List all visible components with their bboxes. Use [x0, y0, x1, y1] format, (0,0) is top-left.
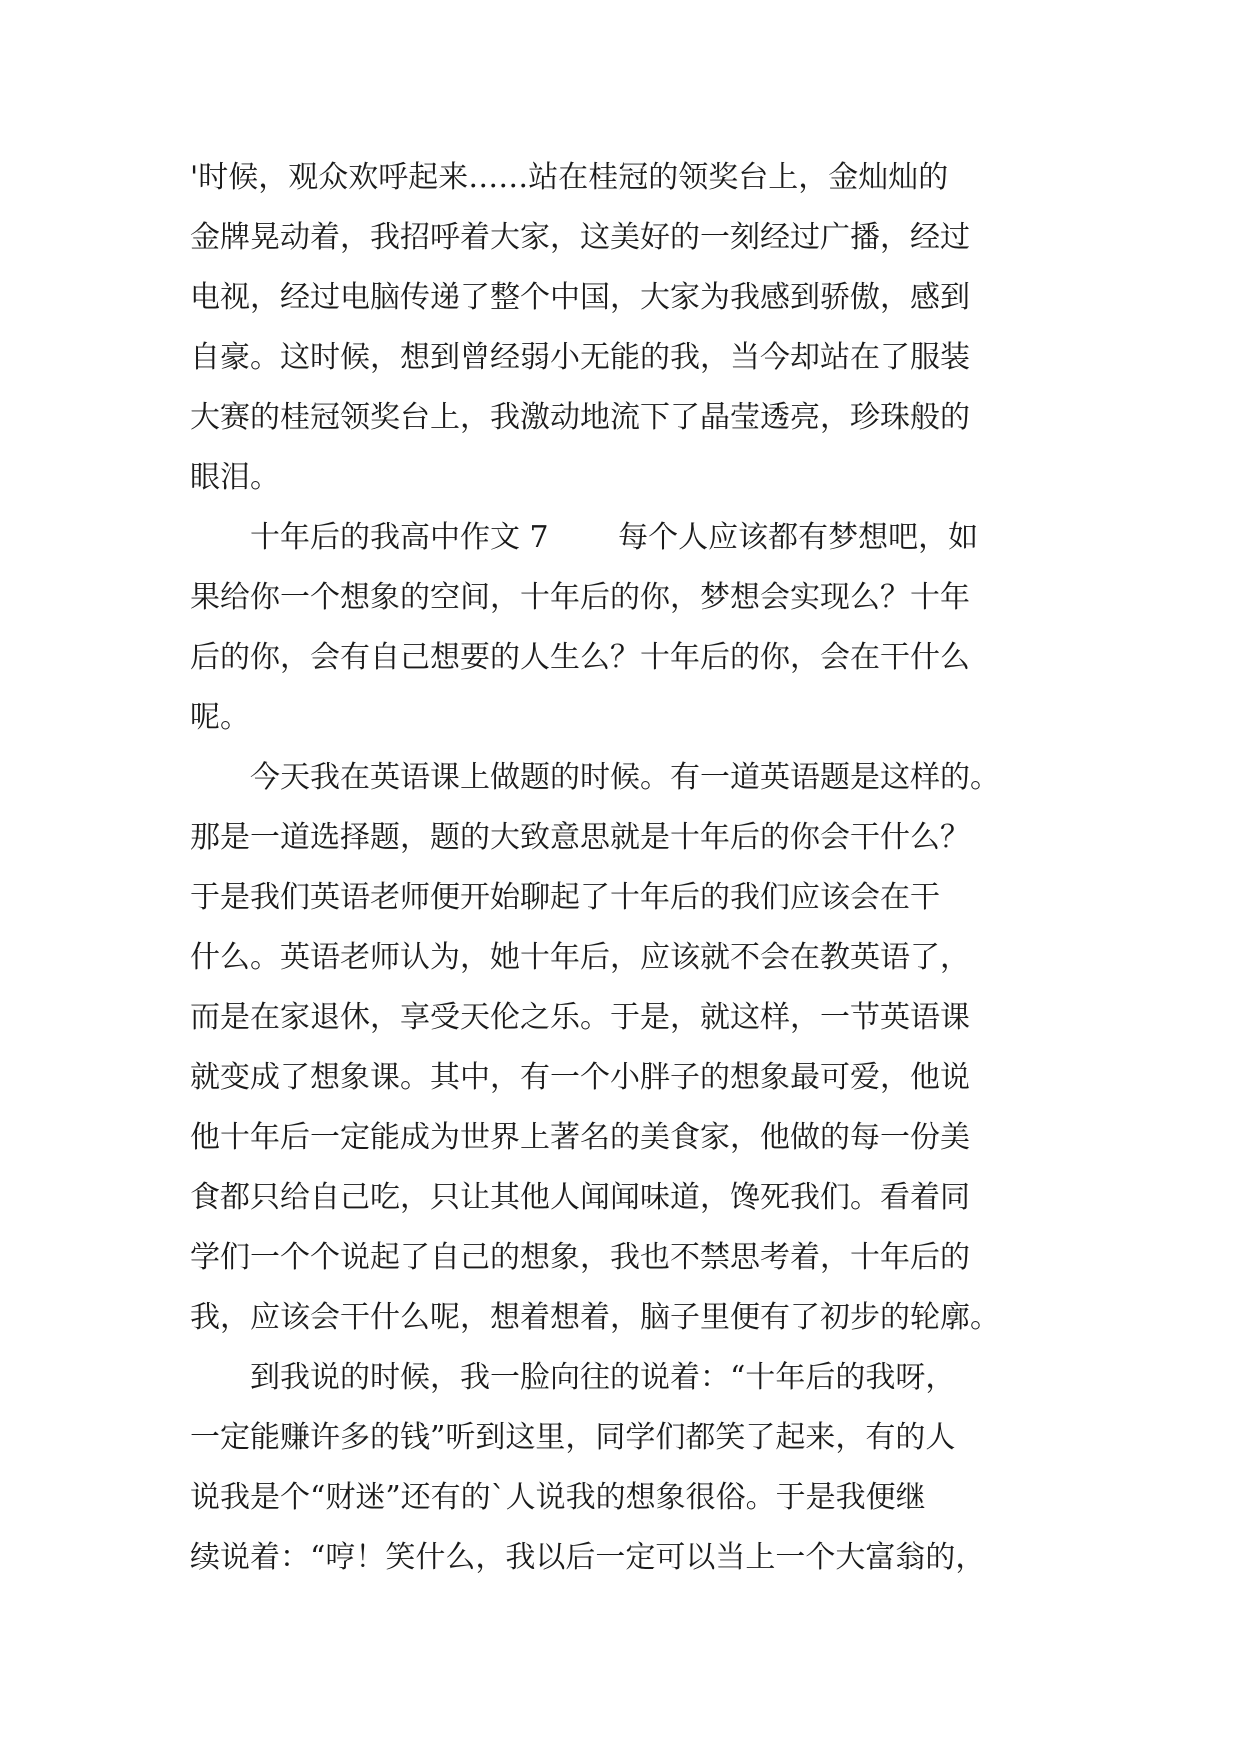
paragraph-1 [190, 158, 1070, 498]
text-line: 后的你，会有自己想要的人生么？十年后的你，会在干什么 [190, 640, 970, 675]
paragraph-3 [190, 758, 1070, 1338]
text-line: 那是一道选择题，题的大致意思就是十年后的你会干什么？ [190, 820, 970, 855]
text-line: 电视，经过电脑传递了整个中国，大家为我感到骄傲，感到 [190, 280, 970, 315]
text-line: 呢。 [190, 700, 250, 735]
text-line: 说我是个“财迷”还有的`人说我的想象很俗。于是我便继 [190, 1480, 926, 1515]
text-line: 金牌晃动着，我招呼着大家，这美好的一刻经过广播，经过 [190, 220, 970, 255]
text-line: 而是在家退休，享受天伦之乐。于是，就这样，一节英语课 [190, 1000, 970, 1035]
text-line: 就变成了想象课。其中，有一个小胖子的想象最可爱，他说 [190, 1060, 970, 1095]
text-line: 眼泪。 [190, 460, 280, 495]
text-line: 到我说的时候，我一脸向往的说着：“十年后的我呀， [190, 1360, 956, 1395]
text-line: 十年后的我高中作文 7 每个人应该都有梦想吧，如 [190, 520, 979, 555]
text-line: 食都只给自己吃，只让其他人闻闻味道，馋死我们。看着同 [190, 1180, 970, 1215]
body-text [190, 158, 1070, 1598]
text-line: 大赛的桂冠领奖台上，我激动地流下了晶莹透亮，珍珠般的 [190, 400, 970, 435]
text-line: 学们一个个说起了自己的想象，我也不禁思考着，十年后的 [190, 1240, 970, 1275]
text-line: 一定能赚许多的钱”听到这里，同学们都笑了起来，有的人 [190, 1420, 956, 1455]
text-line: 他十年后一定能成为世界上著名的美食家，他做的每一份美 [190, 1120, 970, 1155]
text-line: 续说着：“哼！笑什么，我以后一定可以当上一个大富翁的， [190, 1540, 986, 1575]
text-line: 果给你一个想象的空间，十年后的你，梦想会实现么？十年 [190, 580, 970, 615]
text-line: 于是我们英语老师便开始聊起了十年后的我们应该会在干 [190, 880, 940, 915]
text-line: 什么。英语老师认为，她十年后，应该就不会在教英语了， [190, 940, 970, 975]
text-line: '时候，观众欢呼起来……站在桂冠的领奖台上，金灿灿的 [190, 160, 949, 195]
text-line: 我，应该会干什么呢，想着想着，脑子里便有了初步的轮廓。 [190, 1300, 1000, 1335]
text-line: 自豪。这时候，想到曾经弱小无能的我，当今却站在了服装 [190, 340, 970, 375]
paragraph-4 [190, 1358, 1070, 1578]
paragraph-2 [190, 518, 1070, 738]
text-line: 今天我在英语课上做题的时候。有一道英语题是这样的。 [190, 760, 1000, 795]
